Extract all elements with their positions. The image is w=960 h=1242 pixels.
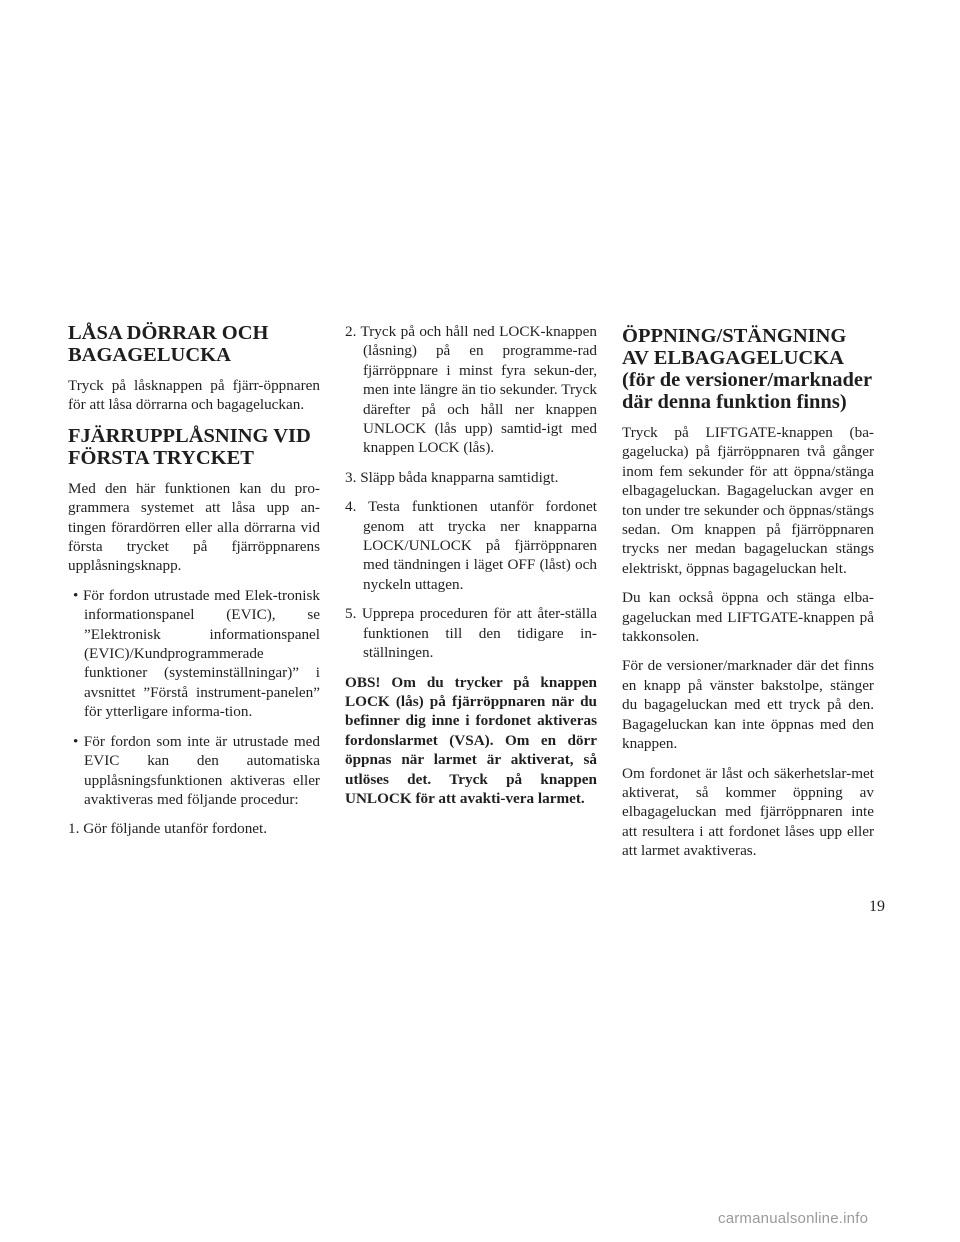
paragraph-liftgate-console: Du kan också öppna och stänga elba-gageluckan med LIFTGATE-knappen på takkonsolen. [622,589,874,646]
note-alarm: OBS! Om du trycker på knappen LOCK (lås) på fjärröppnaren när du befinner dig inne i fordonet aktiveras fordonslarmet (VSA). Om en dörr öppnas när larmet är aktiverat, så utlöses det. Tryck på knappen UNLOCK för att avakti-vera larmet. [345,673,597,807]
bullet-evic: • För fordon utrustade med Elek-tronisk informationspanel (EVIC), se ”Elektronisk informationspanel (EVIC)/Kundprogrammerade funktioner (systeminställningar)” i avsnittet ”Förstå instrument-panelen” för ytterligare informa-tion. [73,586,320,721]
paragraph-remote-unlock: Med den här funktionen kan du pro-grammera systemet att låsa upp an-tingen förardörren eller alla dörrarna vid första trycket på fjärröppnarens upplåsningsknapp. [68,479,320,575]
paragraph-liftgate-alarm: Om fordonet är låst och säkerhetslar-met aktiverat, så kommer öppning av elbagageluckan med fjärröppnaren inte att resultera i att fordonet låses upp eller att larmet avaktiveras. [622,764,874,860]
column-middle [345,322,597,818]
heading-power-liftgate: ÖPPNING/STÄNGNING AV ELBAGAGELUCKA (för de versioner/marknader där denna funktion finns) [622,325,872,413]
step-1: 1. Gör följande utanför fordonet. [68,820,268,838]
heading-remote-unlock: FJÄRRUPPLÅSNING VID FÖRSTA TRYCKET [68,424,311,469]
watermark: carmanualsonline.info [718,1210,869,1227]
paragraph-lock-doors: Tryck på låsknappen på fjärr-öppnaren för att låsa dörrarna och bagageluckan. [68,377,320,414]
step-5: 5. Upprepa proceduren för att åter-ställa funktionen till den tidigare in-ställningen. [345,605,597,662]
bullet-no-evic: • För fordon som inte är utrustade med EVIC kan den automatiska upplåsningsfunktionen aktiveras eller avaktiveras med följande procedur: [73,732,320,808]
heading-lock-doors: LÅSA DÖRRAR OCH BAGAGELUCKA [68,322,269,366]
page-number: 19 [869,898,885,915]
step-3: 3. Släpp båda knapparna samtidigt. [345,468,559,486]
paragraph-liftgate-remote: Tryck på LIFTGATE-knappen (ba-gagelucka) på fjärröppnaren två gånger inom fem sekunder för att öppna/stänga elbagageluckan. Bagageluckan avger en ton under tre sekunder och öppnas/stängs sedan. Om knappen på fjärröppnaren trycks ner medan bagageluckan stängs elektriskt, öppnas bagageluckan helt. [622,424,874,577]
column-left [68,322,320,849]
step-4: 4. Testa funktionen utanför fordonet genom att trycka ner knapparna LOCK/UNLOCK på fjärröppnaren med tändningen i läget OFF (låst) och nyckeln uttagen. [345,498,597,593]
step-2: 2. Tryck på och håll ned LOCK-knappen (låsning) på en programme-rad fjärröppnare i minst fyra sekun-der, men inte längre än tio sekunder. Tryck därefter på och håll ner knappen UNLOCK (lås upp) samtid-igt med knappen LOCK (lås). [345,323,597,457]
column-right [622,322,874,871]
paragraph-liftgate-pillar: För de versioner/marknader där det finns en knapp på vänster bakstolpe, stänger du bagageluckan med ett tryck på den. Bagageluckan kan inte öppnas med den knappen. [622,657,874,753]
